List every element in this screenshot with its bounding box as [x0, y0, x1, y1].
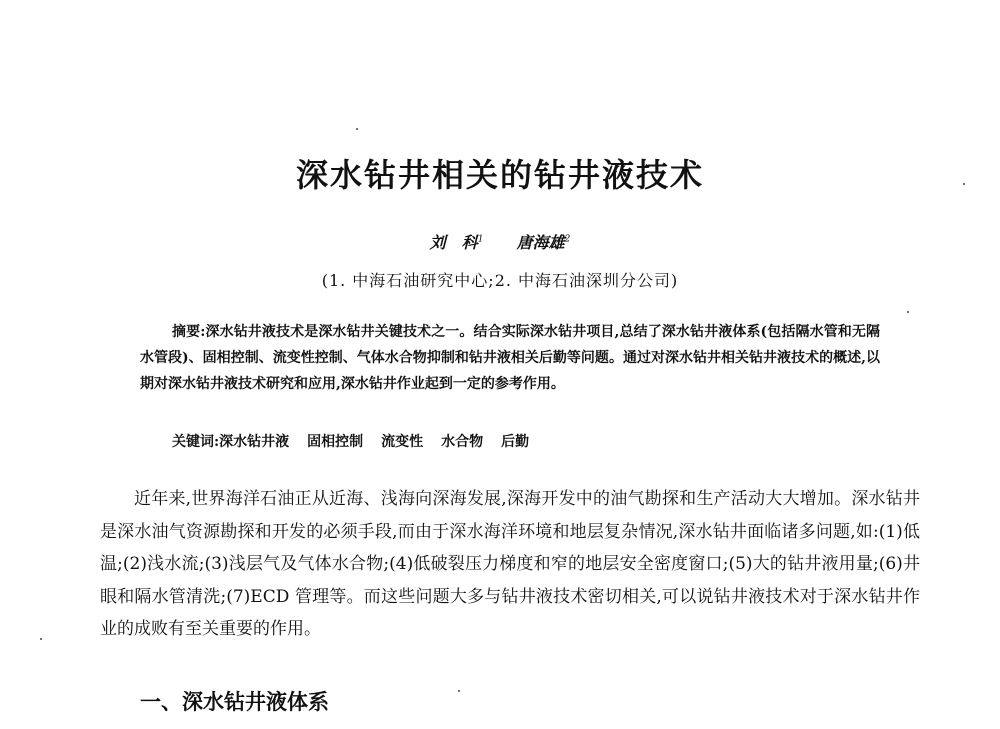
author-name: 唐海雄 [516, 233, 565, 252]
abstract [140, 319, 880, 397]
keyword: 水合物 [441, 434, 484, 450]
keyword: 深水钻井液 [219, 434, 290, 450]
author-line [0, 230, 1000, 253]
keywords [172, 431, 547, 451]
scan-speck [907, 311, 909, 313]
keyword: 后勤 [501, 434, 530, 450]
section-heading: 一、深水钻井液体系 [140, 690, 329, 714]
keyword: 流变性 [381, 434, 424, 450]
affiliations: (1. 中海石油研究中心;2. 中海石油深圳分公司) [321, 271, 679, 290]
scan-speck [356, 128, 358, 130]
paper-title: 深水钻井相关的钻井液技术 [295, 156, 704, 194]
scan-speck [458, 690, 460, 692]
author-name: 刘 科 [429, 233, 478, 252]
keywords-label: 关键词: [172, 434, 220, 450]
scan-speck [40, 638, 42, 640]
abstract-text: 深水钻井液技术是深水钻井关键技术之一。结合实际深水钻井项目,总结了深水钻井液体系(包括隔水管和无隔水管段)、固相控制、流变性控制、气体水合物抑制和钻井液相关后勤等问题。通过对深水钻井相关钻井液技术的概述,以期对深水钻井液技术研究和应用,深水钻井作业起到一定的参考作用。 [140, 324, 881, 392]
keyword: 固相控制 [307, 434, 364, 450]
intro-paragraph: 近年来,世界海洋石油正从近海、浅海向深海发展,深海开发中的油气勘探和生产活动大大增加。深水钻井是深水油气资源勘探和开发的必须手段,而由于深水海洋环境和地层复杂情况,深水钻井面临诸多问题,如:(1)低温;(2)浅水流;(3)浅层气及气体水合物;(4)低破裂压力梯度和窄的地层安全密度窗口;(5)大的钻井液用量;(6)井眼和隔水管清洗;(7)ECD 管理等。而这些问题大多与钻井液技术密切相关,可以说钻井液技术对于深水钻井作业的成败有至关重要的作用。 [100, 489, 920, 639]
abstract-label: 摘要: [172, 324, 206, 340]
author-affiliation-mark: 2 [564, 234, 571, 245]
author-affiliation-mark: 1 [477, 234, 484, 245]
